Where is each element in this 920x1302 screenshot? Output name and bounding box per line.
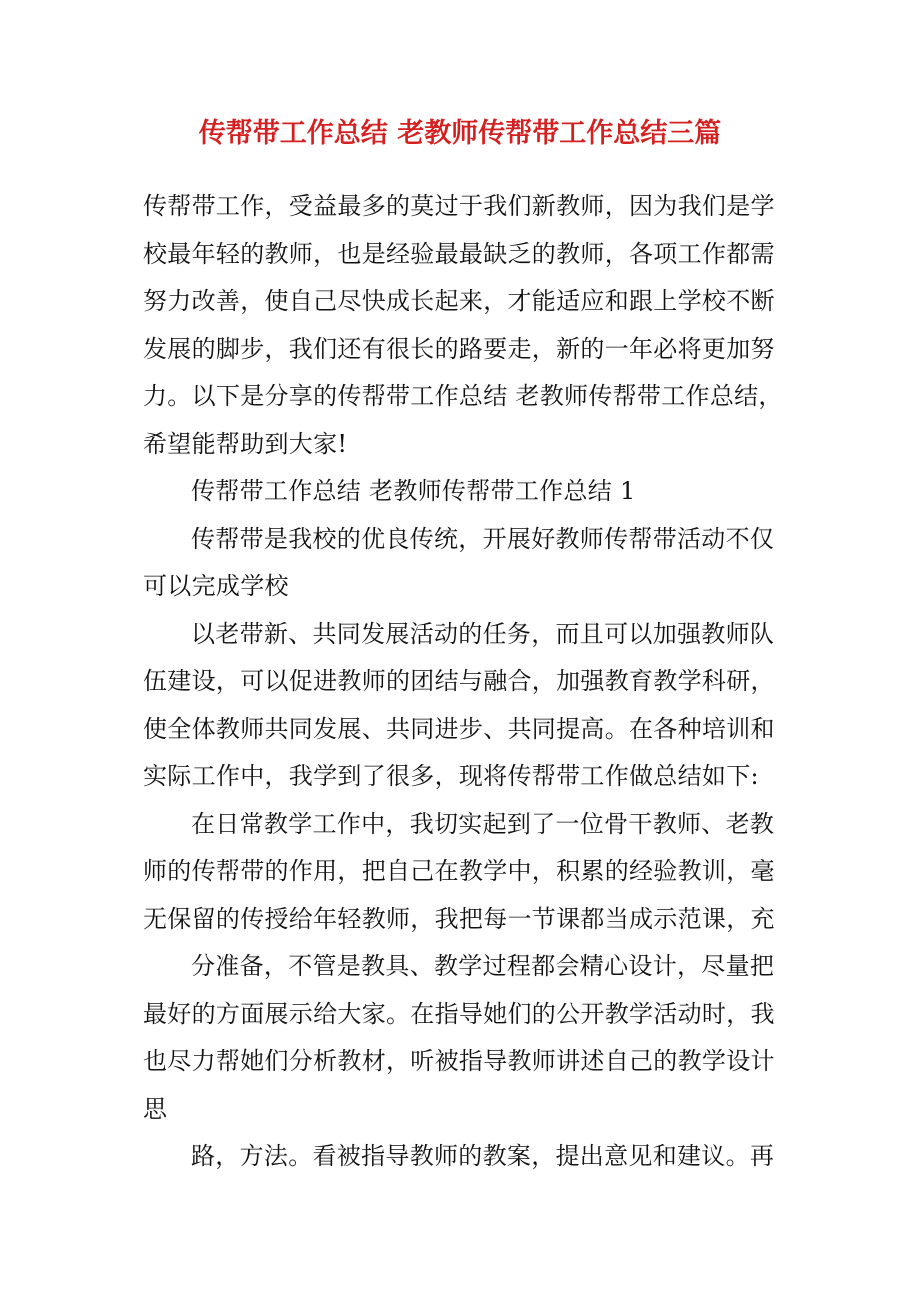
text-line: 传帮带工作总结 老教师传帮带工作总结 1	[191, 477, 636, 505]
paragraph	[143, 183, 783, 468]
text-line: 努力改善，使自己尽快成长起来，才能适应和跟上学校不断	[143, 287, 775, 315]
text-line: 思	[143, 1094, 168, 1123]
paragraph	[143, 801, 783, 944]
text-line: 最好的方面展示给大家。在指导她们的公开教学活动时，我	[143, 999, 775, 1028]
text-line: 传帮带工作，受益最多的莫过于我们新教师，因为我们是学	[143, 192, 775, 220]
paragraph	[143, 943, 783, 1133]
text-line: 可以完成学校	[143, 572, 289, 600]
text-line: 在日常教学工作中，我切实起到了一位骨干教师、老教	[191, 809, 775, 838]
document-title: 传帮带工作总结 老教师传帮带工作总结三篇	[198, 118, 722, 149]
document-body	[143, 183, 783, 1181]
paragraph	[143, 516, 783, 611]
text-line: 力。以下是分享的传帮带工作总结 老教师传帮带工作总结，	[143, 382, 783, 410]
text-line: 分准备，不管是教具、教学过程都会精心设计，尽量把	[191, 952, 775, 980]
text-line: 发展的脚步，我们还有很长的路要走，新的一年必将更加努	[143, 334, 775, 363]
text-line: 伍建设，可以促进教师的团结与融合，加强教育教学科研，	[143, 667, 775, 695]
text-line: 路，方法。看被指导教师的教案，提出意见和建议。再	[191, 1142, 775, 1170]
paragraph	[143, 611, 783, 801]
text-line: 传帮带是我校的优良传统，开展好教师传帮带活动不仅	[191, 524, 775, 553]
text-line: 以老带新、共同发展活动的任务，而且可以加强教师队	[191, 619, 775, 648]
text-line: 实际工作中，我学到了很多，现将传帮带工作做总结如下:	[143, 762, 759, 790]
text-line: 希望能帮助到大家!	[143, 429, 348, 458]
text-line: 也尽力帮她们分析教材，听被指导教师讲述自己的教学设计	[143, 1047, 775, 1075]
text-line: 校最年轻的教师，也是经验最最缺乏的教师，各项工作都需	[143, 239, 775, 268]
paragraph	[143, 1133, 783, 1181]
text-line: 师的传帮带的作用，把自己在教学中，积累的经验教训，毫	[143, 857, 775, 885]
text-line: 使全体教师共同发展、共同进步、共同提高。在各种培训和	[143, 714, 775, 743]
text-line: 无保留的传授给年轻教师，我把每一节课都当成示范课，充	[143, 904, 775, 933]
paragraph	[143, 468, 783, 516]
